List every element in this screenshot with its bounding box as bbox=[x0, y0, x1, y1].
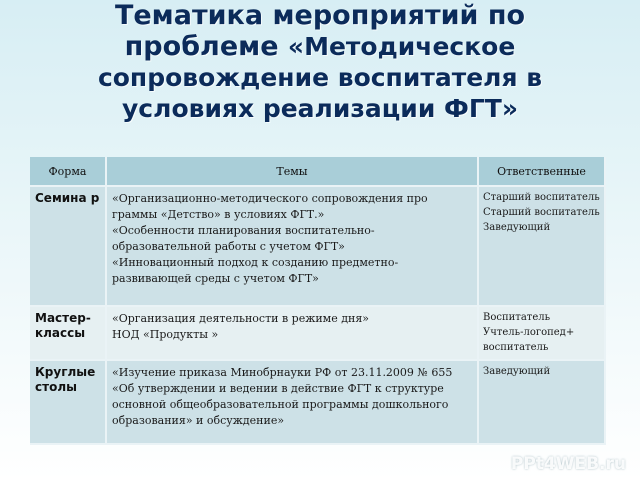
topic-item: «Изучение приказа Минобрнауки РФ от 23.11.2009 № 655 «Об утверждении и ведении в действие ФГТ к структуре основной общеобразовательной программы дошкольного образования» и обсуждение» bbox=[112, 366, 453, 427]
responsible-item: Заведующий bbox=[483, 366, 551, 377]
title-line-1: Тематика мероприятий по bbox=[114, 0, 526, 31]
header-responsible: Ответственные bbox=[478, 157, 605, 186]
header-topics: Темы bbox=[106, 157, 478, 186]
topic-item: «Организация деятельности в режиме дня» bbox=[112, 312, 370, 325]
topics-cell bbox=[106, 360, 478, 444]
table-row bbox=[30, 306, 605, 360]
table-row bbox=[30, 186, 605, 306]
topic-item: НОД «Продукты » bbox=[112, 328, 219, 341]
responsible-item: Заведующий bbox=[483, 222, 551, 233]
responsible-cell bbox=[478, 360, 605, 444]
responsible-item: Старший воспитатель bbox=[483, 192, 600, 203]
topic-item: «Особенности планирования воспитательно-образовательной работы с учетом ФГТ» bbox=[112, 224, 375, 253]
responsible-cell bbox=[478, 306, 605, 360]
table-header-row bbox=[30, 157, 605, 186]
title-line-2a: проблеме bbox=[124, 31, 288, 62]
topics-cell bbox=[106, 306, 478, 360]
table-row bbox=[30, 360, 605, 444]
form-cell: Мастер-классы bbox=[30, 306, 106, 360]
slide-title bbox=[0, 0, 640, 124]
title-line-3: сопровождение воспитателя в bbox=[97, 63, 543, 92]
events-table bbox=[30, 157, 606, 445]
form-cell: Семина р bbox=[30, 186, 106, 306]
form-cell: Круглые столы bbox=[30, 360, 106, 444]
title-line-2b: «Методическое bbox=[287, 32, 516, 61]
responsible-item: Старший воспитатель bbox=[483, 207, 600, 218]
responsible-cell bbox=[478, 186, 605, 306]
title-line-4: условиях реализации ФГТ» bbox=[122, 94, 518, 123]
topic-item: «Организационно-методического сопровождения про граммы «Детство» в условиях ФГТ.» bbox=[112, 192, 428, 221]
topics-cell bbox=[106, 186, 478, 306]
topic-item: «Инновационный подход к созданию предметно-развивающей среды с учетом ФГТ» bbox=[112, 256, 399, 285]
responsible-item: Учтель-логопед+ воспитатель bbox=[483, 327, 575, 353]
watermark-logo: PPt4WEB.ru bbox=[510, 454, 626, 474]
header-form: Форма bbox=[30, 157, 106, 186]
responsible-item: Воспитатель bbox=[483, 312, 551, 323]
